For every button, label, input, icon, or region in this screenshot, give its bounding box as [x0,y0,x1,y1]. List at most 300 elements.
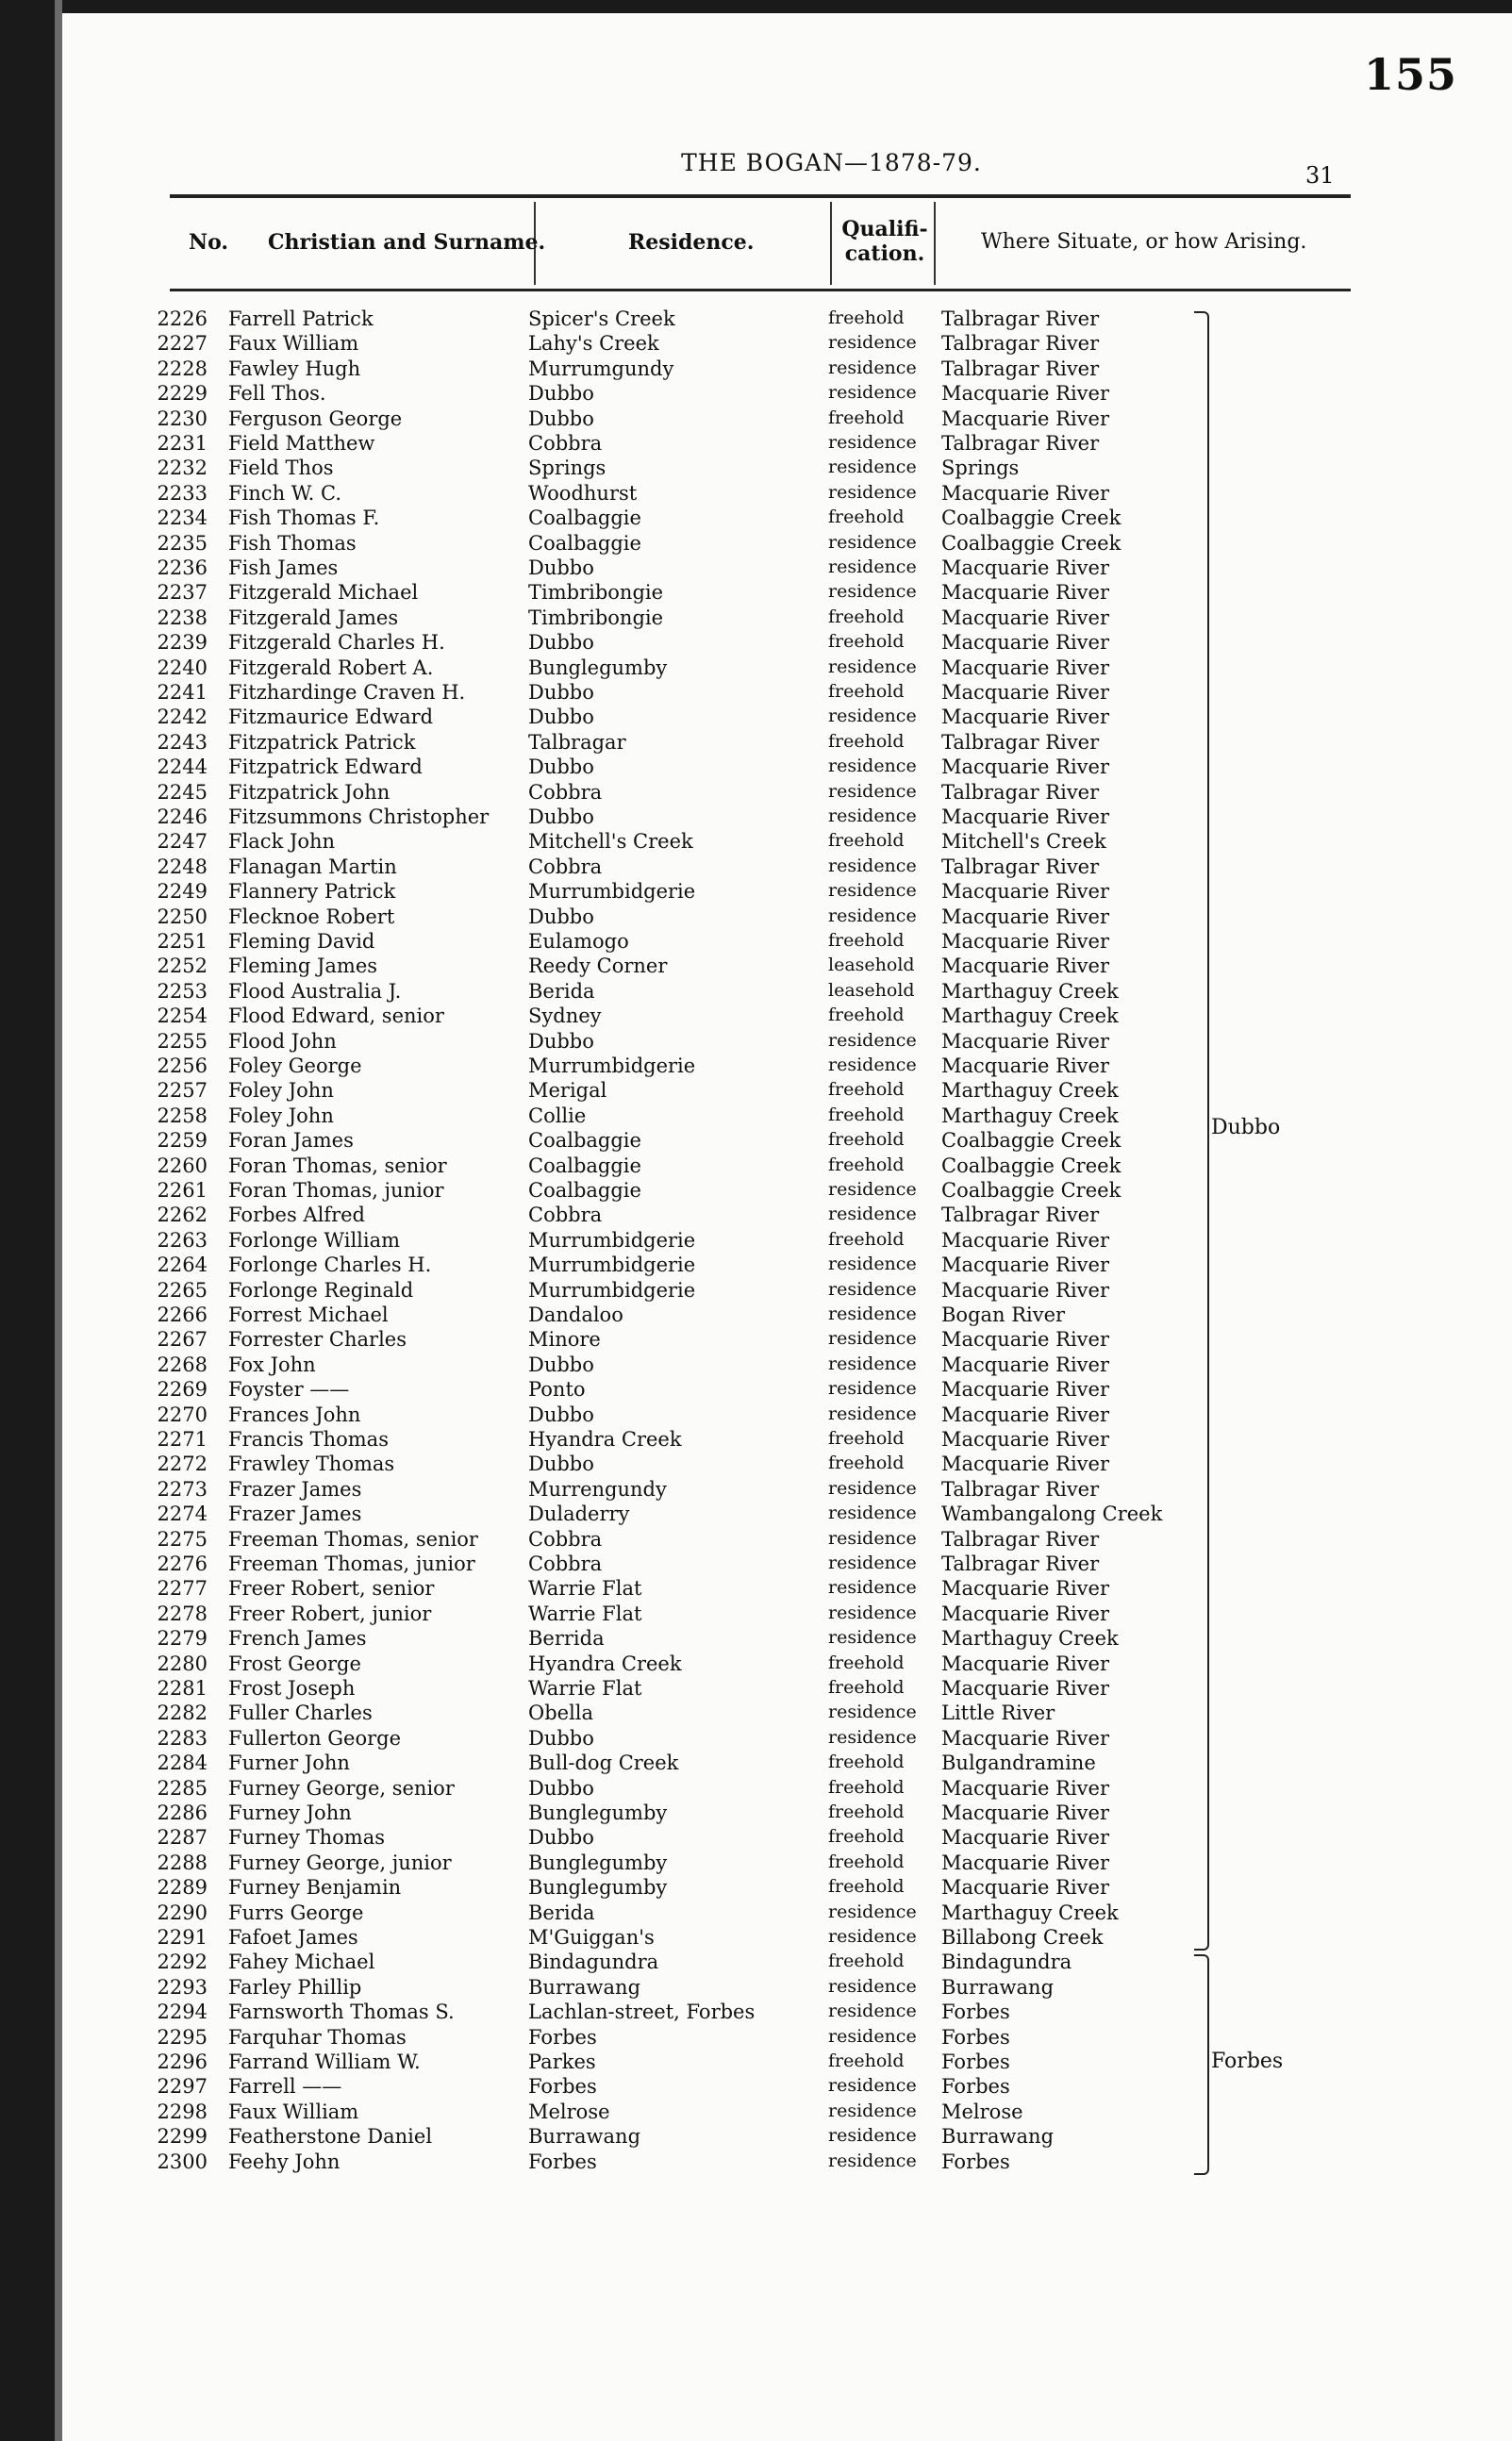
residence: Murrumbidgerie [528,880,696,904]
where-situate: Macquarie River [941,756,1109,779]
where-situate: Coalbaggie Creek [941,1129,1122,1153]
voter-number: 2290 [157,1901,208,1924]
table-row [0,830,1512,855]
where-situate: Macquarie River [941,581,1109,605]
qualification: residence [828,706,917,727]
table-row [0,731,1512,756]
qualification: residence [828,1477,917,1499]
qualification: residence [828,805,917,826]
voter-number: 2227 [157,332,208,356]
where-situate: Macquarie River [941,1577,1109,1601]
residence: Murrumbidgerie [528,1254,696,1277]
voter-name: Flood John [228,1029,337,1053]
where-situate: Macquarie River [941,481,1109,505]
voter-number: 2280 [157,1652,208,1675]
voter-name: Fuller Charles [228,1702,373,1725]
table-row [0,1901,1512,1926]
col-header-qualification: Qualifi- cation. [841,217,928,266]
table-row [0,1304,1512,1328]
voter-number: 2257 [157,1079,208,1103]
voter-number: 2259 [157,1129,208,1153]
voter-name: Fitzmaurice Edward [228,706,434,729]
voter-name: Fell Thos. [228,382,326,406]
scan-border-top [0,0,1512,13]
voter-number: 2244 [157,756,208,779]
voter-name: Faux William [228,332,359,356]
where-situate: Macquarie River [941,1677,1109,1700]
where-situate: Macquarie River [941,1353,1109,1376]
voter-number: 2241 [157,681,208,704]
qualification: freehold [828,1129,905,1151]
voter-number: 2254 [157,1005,208,1028]
voter-name: Frost George [228,1652,361,1675]
where-situate: Forbes [941,2001,1010,2024]
voter-number: 2246 [157,805,208,828]
voter-name: Feehy John [228,2150,341,2173]
voter-number: 2247 [157,830,208,854]
qualification: freehold [828,1228,905,1250]
where-situate: Melrose [941,2100,1023,2123]
voter-name: Fox John [228,1353,316,1376]
table-row [0,307,1512,332]
where-situate: Talbragar River [941,1204,1100,1227]
table-row [0,1204,1512,1228]
table-header-rule [170,289,1351,291]
table-row [0,1503,1512,1527]
residence: Bindagundra [528,1951,659,1974]
voter-number: 2248 [157,855,208,878]
residence: Dubbo [528,631,594,655]
voter-number: 2289 [157,1876,208,1900]
qualification: residence [828,1627,917,1649]
residence: Dubbo [528,1403,594,1426]
voter-number: 2233 [157,481,208,505]
voter-number: 2272 [157,1453,208,1476]
voter-number: 2297 [157,2075,208,2099]
voter-number: 2261 [157,1179,208,1202]
voter-number: 2251 [157,930,208,953]
residence: Cobbra [528,1553,603,1575]
where-situate: Macquarie River [941,805,1109,828]
voter-name: Forrester Charles [228,1328,407,1352]
residence: Eulamogo [528,930,629,953]
voter-number: 2242 [157,706,208,729]
table-row [0,432,1512,457]
qualification: residence [828,457,917,478]
voter-name: Freer Robert, junior [228,1602,432,1625]
voter-name: Fitzsummons Christopher [228,805,490,828]
voter-name: Fawley Hugh [228,357,361,380]
table-row [0,1254,1512,1278]
qualification: residence [828,1726,917,1748]
where-situate: Macquarie River [941,905,1109,928]
where-situate: Bindagundra [941,1951,1072,1974]
qualification: freehold [828,1876,905,1898]
voter-name: Forlonge Charles H. [228,1254,432,1277]
qualification: residence [828,1179,917,1200]
voter-number: 2288 [157,1851,208,1874]
where-situate: Coalbaggie Creek [941,531,1122,555]
table-row [0,1154,1512,1179]
voter-name: Frawley Thomas [228,1453,395,1476]
voter-name: Fitzgerald Charles H. [228,631,445,655]
table-row [0,332,1512,357]
where-situate: Talbragar River [941,780,1100,804]
where-situate: Billabong Creek [941,1926,1104,1949]
voter-name: Frazer James [228,1477,362,1501]
voter-name: Furney John [228,1802,352,1824]
qualification: freehold [828,1104,905,1125]
where-situate: Macquarie River [941,1029,1109,1053]
table-row [0,1005,1512,1029]
voter-name: Freeman Thomas, junior [228,1553,475,1575]
col-header-residence: Residence. [628,230,755,255]
table-row [0,2026,1512,2051]
voter-name: Frost Joseph [228,1677,356,1700]
table-row [0,532,1512,556]
where-situate: Macquarie River [941,1802,1109,1824]
voter-name: Featherstone Daniel [228,2125,433,2149]
group-brace [1194,1954,1209,2175]
table-row [0,1876,1512,1901]
voter-number: 2263 [157,1228,208,1252]
voter-name: Flanagan Martin [228,855,397,878]
where-situate: Marthaguy Creek [941,1627,1119,1651]
table-row [0,1926,1512,1951]
qualification: residence [828,855,917,876]
residence: Lachlan-street, Forbes [528,2001,756,2024]
residence: Dubbo [528,905,594,928]
table-row [0,1852,1512,1876]
table-row [0,930,1512,955]
qualification: freehold [828,1079,905,1101]
voter-name: Farnsworth Thomas S. [228,2001,455,2024]
table-row [0,1104,1512,1129]
where-situate: Macquarie River [941,556,1109,579]
voter-number: 2296 [157,2051,208,2073]
voter-number: 2293 [157,1975,208,1999]
qualification: residence [828,1702,917,1723]
voter-number: 2245 [157,780,208,804]
table-row [0,1179,1512,1204]
where-situate: Coalbaggie Creek [941,1154,1122,1177]
where-situate: Macquarie River [941,1453,1109,1476]
voter-number: 2234 [157,506,208,530]
qualification: freehold [828,1154,905,1175]
residence: Parkes [528,2051,596,2073]
table-row [0,2051,1512,2075]
voter-number: 2281 [157,1677,208,1700]
voter-number: 2262 [157,1204,208,1227]
residence: Springs [528,457,606,480]
qualification: residence [828,1553,917,1573]
voter-name: Farrell Patrick [228,307,374,330]
group-label: Dubbo [1211,1116,1281,1140]
qualification: freehold [828,1652,905,1673]
table-row [0,357,1512,382]
voter-number: 2256 [157,1054,208,1077]
qualification: freehold [828,1951,905,1972]
voter-number: 2253 [157,979,208,1003]
where-situate: Macquarie River [941,1826,1109,1850]
voter-name: Frances John [228,1403,361,1426]
table-row [0,855,1512,880]
page-title [0,149,1512,176]
where-situate: Macquarie River [941,1428,1109,1451]
qualification: freehold [828,1802,905,1822]
where-situate: Talbragar River [941,1477,1100,1501]
qualification: residence [828,432,917,453]
qualification: residence [828,780,917,802]
where-situate: Burrawang [941,1975,1055,1999]
residence: Hyandra Creek [528,1428,682,1451]
qualification: residence [828,2025,917,2047]
group-label: Forbes [1211,2050,1284,2074]
residence: Dubbo [528,382,594,406]
where-situate: Coalbaggie Creek [941,506,1122,530]
table-row [0,1030,1512,1054]
qualification: freehold [828,307,905,328]
voter-name: Fleming David [228,930,375,953]
where-situate: Macquarie River [941,382,1109,406]
where-situate: Forbes [941,2051,1010,2073]
where-situate: Mitchell's Creek [941,830,1106,854]
residence: Murrengundy [528,1477,667,1501]
table-row [0,1129,1512,1154]
residence: Berida [528,979,595,1003]
qualification: residence [828,1254,917,1275]
qualification: freehold [828,681,905,702]
residence: Coalbaggie [528,1154,641,1177]
voter-number: 2243 [157,730,208,754]
residence: Bunglegumby [528,1802,668,1824]
where-situate: Macquarie River [941,880,1109,904]
qualification: freehold [828,730,905,752]
voter-name: Farley Phillip [228,1975,362,1999]
voter-number: 2260 [157,1154,208,1177]
where-situate: Burrawang [941,2125,1055,2149]
residence: Mitchell's Creek [528,830,693,854]
voter-name: Furney George, junior [228,1851,452,1874]
residence: Dubbo [528,1029,594,1053]
voter-number: 2229 [157,382,208,406]
table-row [0,805,1512,830]
qualification: residence [828,1975,917,1997]
residence: Murrumbidgerie [528,1278,696,1302]
where-situate: Marthaguy Creek [941,1104,1119,1127]
qualification: residence [828,1901,917,1922]
table-row [0,1453,1512,1477]
voter-number: 2271 [157,1428,208,1451]
residence: Ponto [528,1378,586,1402]
residence: Forbes [528,2025,597,2049]
table-row [0,781,1512,805]
voter-name: Foran Thomas, senior [228,1154,447,1177]
table-row [0,556,1512,581]
table-row [0,1229,1512,1254]
voter-name: Frazer James [228,1503,362,1526]
table-row [0,382,1512,407]
table-row [0,1403,1512,1428]
residence: Lahy's Creek [528,332,659,356]
voter-name: Ferguson George [228,407,403,430]
table-row [0,1702,1512,1726]
residence: Timbribongie [528,606,664,629]
voter-name: Foran James [228,1129,354,1153]
where-situate: Macquarie River [941,955,1109,978]
qualification: freehold [828,1677,905,1698]
voter-name: Forbes Alfred [228,1204,365,1227]
table-row [0,1652,1512,1677]
qualification: residence [828,1403,917,1424]
where-situate: Talbragar River [941,1553,1100,1575]
voter-number: 2270 [157,1403,208,1426]
residence: Cobbra [528,1527,603,1551]
where-situate: Macquarie River [941,930,1109,953]
qualification: residence [828,1328,917,1350]
column-divider [830,202,832,285]
voter-name: Foran Thomas, junior [228,1179,444,1202]
where-situate: Macquarie River [941,1328,1109,1352]
voter-name: Flood Australia J. [228,979,402,1003]
qualification: residence [828,1926,917,1947]
residence: Bull-dog Creek [528,1752,679,1775]
voter-name: Foley John [228,1079,334,1103]
table-row [0,905,1512,930]
voter-number: 2235 [157,531,208,555]
voter-number: 2232 [157,457,208,480]
voter-number: 2292 [157,1951,208,1974]
residence: Coalbaggie [528,1129,641,1153]
residence: Minore [528,1328,601,1352]
qualification: residence [828,656,917,677]
qualification: residence [828,581,917,603]
table-row [0,1752,1512,1776]
residence: Dubbo [528,1353,594,1376]
voter-name: Fitzgerald Michael [228,581,419,605]
voter-number: 2273 [157,1477,208,1501]
where-situate: Forbes [941,2025,1010,2049]
residence: Warrie Flat [528,1602,642,1625]
table-row [0,2001,1512,2025]
qualification: freehold [828,1752,905,1773]
residence: Collie [528,1104,587,1127]
voter-number: 2283 [157,1726,208,1750]
residence: Dubbo [528,756,594,779]
voter-name: Furrs George [228,1901,364,1924]
voter-name: Furner John [228,1752,350,1775]
voter-number: 2266 [157,1304,208,1326]
residence: Dubbo [528,556,594,579]
qualification: residence [828,2100,917,2121]
where-situate: Macquarie River [941,631,1109,655]
voter-name: Farquhar Thomas [228,2025,407,2049]
residence: Coalbaggie [528,531,641,555]
table-row [0,407,1512,432]
voter-number: 2226 [157,307,208,330]
table-row [0,681,1512,706]
residence: Cobbra [528,432,603,455]
voter-number: 2250 [157,905,208,928]
where-situate: Talbragar River [941,432,1100,455]
voter-name: Freeman Thomas, senior [228,1527,478,1551]
residence: Burrawang [528,2125,641,2149]
qualification: freehold [828,407,905,428]
table-row [0,880,1512,905]
voter-name: Fish Thomas [228,531,357,555]
qualification: freehold [828,1453,905,1474]
qualification: residence [828,481,917,503]
residence: Dandaloo [528,1304,623,1326]
voter-name: Fleming James [228,955,378,978]
voter-name: Fitzgerald James [228,606,399,629]
table-row [0,1727,1512,1752]
voter-name: Forrest Michael [228,1304,389,1326]
where-situate: Marthaguy Creek [941,1079,1119,1103]
voter-number: 2249 [157,880,208,904]
table-row [0,606,1512,631]
table-row [0,1777,1512,1802]
where-situate: Forbes [941,2075,1010,2099]
qualification: freehold [828,1851,905,1872]
col-header-where: Where Situate, or how Arising. [981,230,1307,254]
qualification: residence [828,880,917,902]
qualification: freehold [828,606,905,627]
qualification: freehold [828,1005,905,1026]
voter-name: Farrand William W. [228,2051,421,2073]
col-header-no: No. [189,230,229,255]
col-header-name: Christian and Surname. [268,230,546,255]
where-situate: Macquarie River [941,1254,1109,1277]
voter-number: 2236 [157,556,208,579]
table-row [0,1802,1512,1826]
voter-name: Fahey Michael [228,1951,375,1974]
residence: Dubbo [528,681,594,704]
residence: Reedy Corner [528,955,668,978]
voter-number: 2268 [157,1353,208,1376]
where-situate: Marthaguy Creek [941,1901,1119,1924]
voter-name: Field Matthew [228,432,375,455]
qualification: residence [828,1577,917,1599]
qualification: residence [828,1278,917,1300]
residence: Burrawang [528,1975,641,1999]
qualification: freehold [828,506,905,528]
table-row [0,2125,1512,2150]
where-situate: Macquarie River [941,1403,1109,1426]
qualification: residence [828,1602,917,1623]
table-row [0,1528,1512,1553]
table-row [0,457,1512,481]
voter-number: 2228 [157,357,208,380]
voter-number: 2291 [157,1926,208,1949]
title-text: THE BOGAN—1878-79. [681,149,982,176]
page-number: 155 [1363,49,1457,100]
voter-name: Furney Benjamin [228,1876,402,1900]
voter-number: 2286 [157,1802,208,1824]
where-situate: Macquarie River [941,706,1109,729]
residence: M'Guiggan's [528,1926,655,1949]
voter-number: 2279 [157,1627,208,1651]
qualification: freehold [828,631,905,653]
voter-name: Francis Thomas [228,1428,389,1451]
residence: Woodhurst [528,481,638,505]
qualification: residence [828,332,917,354]
voter-number: 2265 [157,1278,208,1302]
where-situate: Wambangalong Creek [941,1503,1163,1526]
table-row [0,1826,1512,1851]
where-situate: Macquarie River [941,407,1109,430]
voter-number: 2277 [157,1577,208,1601]
